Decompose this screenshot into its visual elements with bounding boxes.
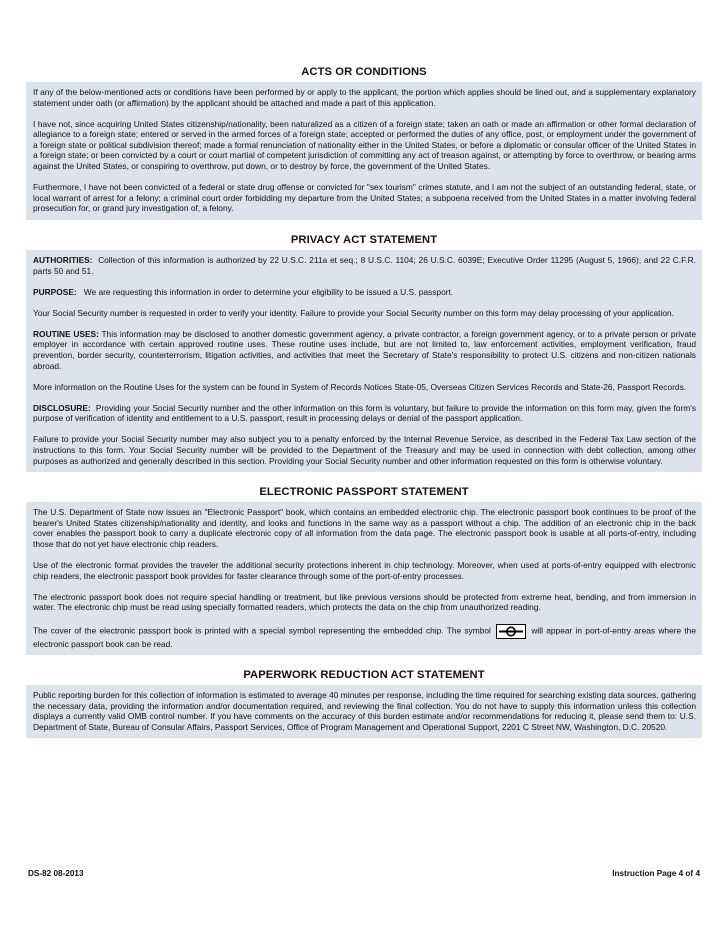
privacy-panel	[26, 250, 702, 472]
authorities-text: Collection of this information is authorized by 22 U.S.C. 211a et seq.; 8 U.S.C. 1104; 26 U.S.C. 6039E; Executive Order 11295 (August 5, 1966); and 22 C.F.R. parts 50 and 51.	[33, 254, 696, 276]
ssn-paragraph: Your Social Security number is requested in order to verify your identity. Failure to provide your Social Security number on this form may delay processing of your application.	[33, 307, 674, 318]
more-info-paragraph: More information on the Routine Uses for the system can be found in System of Records Notices State-05, Overseas Citizen Services Records and State-26, Passport Records.	[33, 381, 687, 392]
electronic-title: ELECTRONIC PASSPORT STATEMENT	[259, 486, 469, 499]
purpose-text: We are requesting this information in order to determine your eligibility to be issued a U.S. passport.	[83, 286, 454, 297]
disclosure-text: Providing your Social Security number and the other information on this form is voluntary, but failure to provide the information on this form may, given the form's purpose of verification of identity and entitlement to a U.S. passport, result in processing delays or denial of the passport application.	[33, 402, 697, 424]
electronic-panel	[26, 502, 702, 655]
page-number: Instruction Page 4 of 4	[612, 869, 700, 878]
electronic-paragraph-1: The U.S. Department of State now issues an "Electronic Passport" book, which contains an embedded electronic chip. The electronic passport book continues to be proof of the bearer's United States citizenship/nationality and identity, and looks and functions in the same way as a passport without a chip. The addition of an electronic chip in the back cover enables the passport book to carry a duplicate electronic copy of all information from the data page. The electronic passport book is usable at all ports-of-entry, including those that do not yet have electronic chip readers.	[33, 507, 696, 550]
routine-uses-text: This information may be disclosed to another domestic government agency, a private contractor, a foreign government agency, or to a private person or private employer in accordance with certain approved routine uses. These routine uses include, but are not limited to, law enforcement activities, employment verification, fraud prevention, border security, counterterrorism, litigation activities, and activities that meet the Secretary of State's responsibility to protect U.S. citizens and non-citizen nationals abroad.	[33, 328, 696, 371]
acts-paragraph-2: I have not, since acquiring United States citizenship/nationality, been naturalized as a citizen of a foreign state; taken an oath or made an affirmation or other formal declaration of allegiance to a foreign state; entered or served in the armed forces of a foreign state; accepted or performed the duties of any office, post, or employment under the government of a foreign state or political subdivision thereof; made a formal renunciation of nationality either in the United States, or before a diplomatic or consular officer of the United States in a foreign state; or been convicted by a court or court martial of competent jurisdiction of committing any act of treason against, or attempting by force to overthrow, or bearing arms against the United States, or conspiring to overthrow, put down, or to destroy by force, the government of the United States.	[33, 118, 696, 172]
symbol-text-before: The cover of the electronic passport book is printed with a special symbol representing the embedded chip. The symbol	[33, 625, 491, 636]
routine-uses-label: ROUTINE USES:	[33, 328, 99, 339]
symbol-text-after: will appear in port-of-entry areas where the electronic passport book can be read.	[33, 625, 697, 649]
electronic-paragraph-2: Use of the electronic format provides the traveler the additional security protections inherent in chip technology. Moreover, when used at ports-of-entry equipped with electronic chip readers, the electronic passport book provides for faster clearance through some of the port-of-entry processes.	[33, 560, 696, 581]
authorities-label: AUTHORITIES:	[33, 254, 93, 265]
authorities-paragraph	[33, 255, 696, 276]
electronic-paragraph-3: The electronic passport book does not require special handling or treatment, but like previous versions should be protected from extreme heat, bending, and from immersion in water. The electronic chip must be read using specially formatted readers, which protects the data on the chip from unauthorized reading.	[33, 591, 696, 613]
purpose-label: PURPOSE:	[33, 286, 77, 297]
privacy-title: PRIVACY ACT STATEMENT	[290, 233, 438, 246]
document-page	[26, 62, 702, 738]
form-id: DS-82 08-2013	[28, 869, 84, 878]
paperwork-panel	[26, 685, 702, 738]
epassport-chip-icon	[496, 624, 526, 639]
acts-paragraph-1: If any of the below-mentioned acts or conditions have been performed by or apply to the applicant, the portion which applies should be lined out, and a supplementary explanatory statement under oath (or affirmation) by the applicant should be attached and made a part of this application.	[33, 87, 696, 108]
acts-title: ACTS OR CONDITIONS	[301, 66, 427, 78]
disclosure-paragraph	[33, 403, 696, 424]
acts-panel	[26, 82, 702, 220]
acts-paragraph-3: Furthermore, I have not been convicted of a federal or state drug offense or convicted for "sex tourism" crimes statute, and I am not the subject of an outstanding federal, state, or local warrant of arrest for a felony; a criminal court order forbidding my departure from the United States; a subpoena received from the United States in a matter involving federal prosecution for, or grand jury investigation of, a felony.	[33, 182, 696, 214]
paperwork-paragraph: Public reporting burden for this collection of information is estimated to average 40 minutes per response, including the time required for searching existing data sources, gathering the necessary data, providing the information and/or documentation required, and reviewing the final collection. You do not have to supply this information unless this collection displays a currently valid OMB control number. If you have comments on the accuracy of this burden estimate and/or recommendations for reducing it, please send them to: U.S. Department of State, Bureau of Consular Affairs, Passport Services, Office of Program Management and Operational Support, 2201 C Street NW, Washington, D.C. 20520.	[33, 690, 696, 732]
penalty-paragraph: Failure to provide your Social Security number may also subject you to a penalty enforced by the Internal Revenue Service, as described in the Federal Tax Law section of the instructions to this form. Your Social Security number will be provided to the Department of the Treasury and may be used in connection with debt collection, among other purposes as authorized and generally described in this section. Providing your Social Security number and other information requested on this form is otherwise voluntary.	[33, 434, 696, 466]
disclosure-label: DISCLOSURE:	[33, 402, 91, 413]
electronic-paragraph-4	[33, 624, 696, 650]
purpose-paragraph	[33, 287, 696, 298]
routine-uses-paragraph	[33, 329, 696, 371]
paperwork-title: PAPERWORK REDUCTION ACT STATEMENT	[243, 669, 485, 682]
